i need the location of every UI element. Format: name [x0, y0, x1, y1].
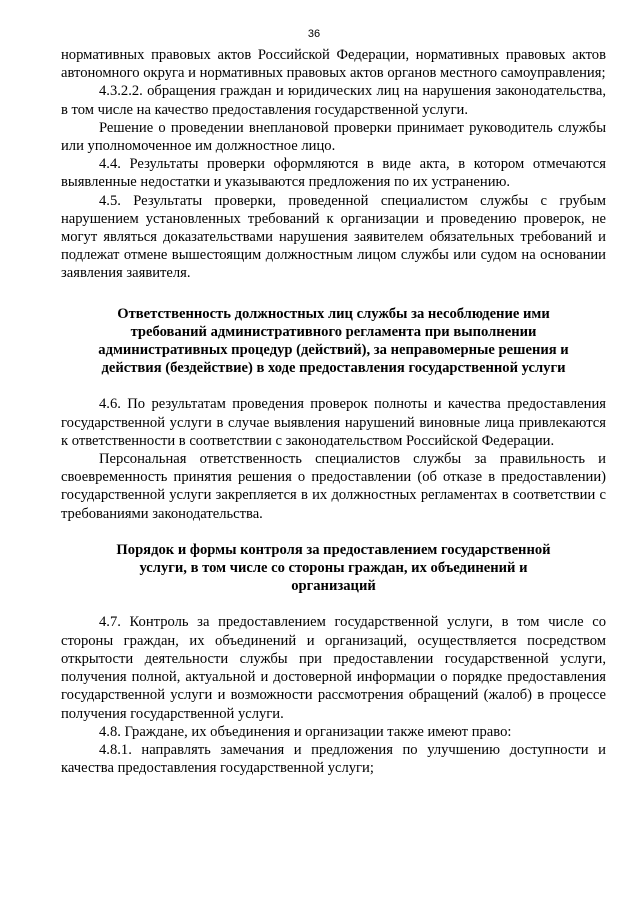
document-body	[61, 46, 606, 777]
paragraph: 4.3.2.2. обращения граждан и юридических лиц на нарушения законодательства, в том числе на качество предоставления государственной услуги.	[61, 83, 606, 118]
paragraph: 4.5. Результаты проверки, проведенной специалистом службы с грубым нарушением установленных требований к организации и проведению проверок, не могут являться доказательствами нарушения заявителем обязательных требований и подлежат отмене вышестоящим должностным лицом службы или судом на основании заявления заявителя.	[61, 192, 606, 282]
section-heading: Ответственность должностных лиц службы за несоблюдение ими требований административного регламента при выполнении административных процедур (действий), за неправомерные решения и действия (бездействие) в ходе предоставления государственной услуги	[98, 305, 569, 377]
paragraph: 4.4. Результаты проверки оформляются в виде акта, в котором отмечаются выявленные недостатки и указываются предложения по их устранению.	[61, 156, 606, 191]
paragraph: нормативных правовых актов Российской Федерации, нормативных правовых актов автономного округа и нормативных правовых актов органов местного самоуправления;	[61, 47, 606, 82]
paragraph: Решение о проведении внеплановой проверки принимает руководитель службы или уполномоченное им должностное лицо.	[61, 119, 606, 155]
paragraph: 4.6. По результатам проведения проверок полноты и качества предоставления государственной услуги в случае выявления нарушений виновные лица привлекаются к ответственности в соответствии с законодательством Российской Федерации.	[61, 396, 606, 449]
paragraph: 4.8. Граждане, их объединения и организации также имеют право:	[99, 723, 512, 740]
paragraph: 4.7. Контроль за предоставлением государственной услуги, в том числе со стороны граждан, их объединений и организаций, осуществляется посредством открытости деятельности службы при предоставлении государственной услуги, получения полной, актуальной и достоверной информации о порядке предоставления государственной услуги и возможности рассмотрения обращений (жалоб) в процессе получения государственной услуги.	[61, 614, 606, 722]
paragraph: 4.8.1. направлять замечания и предложения по улучшению доступности и качества предоставления государственной услуги;	[61, 741, 606, 777]
page-number: 36	[307, 28, 321, 40]
section-heading: Порядок и формы контроля за предоставлением государственной услуги, в том числе со стороны граждан, их объединений и организаций	[116, 541, 551, 595]
paragraph: Персональная ответственность специалистов службы за правильность и своевременность принятия решения о предоставлении (об отказе в предоставлении) государственной услуги закрепляется в их должностных регламентах в соответствии с требованиями законодательства.	[61, 451, 606, 522]
